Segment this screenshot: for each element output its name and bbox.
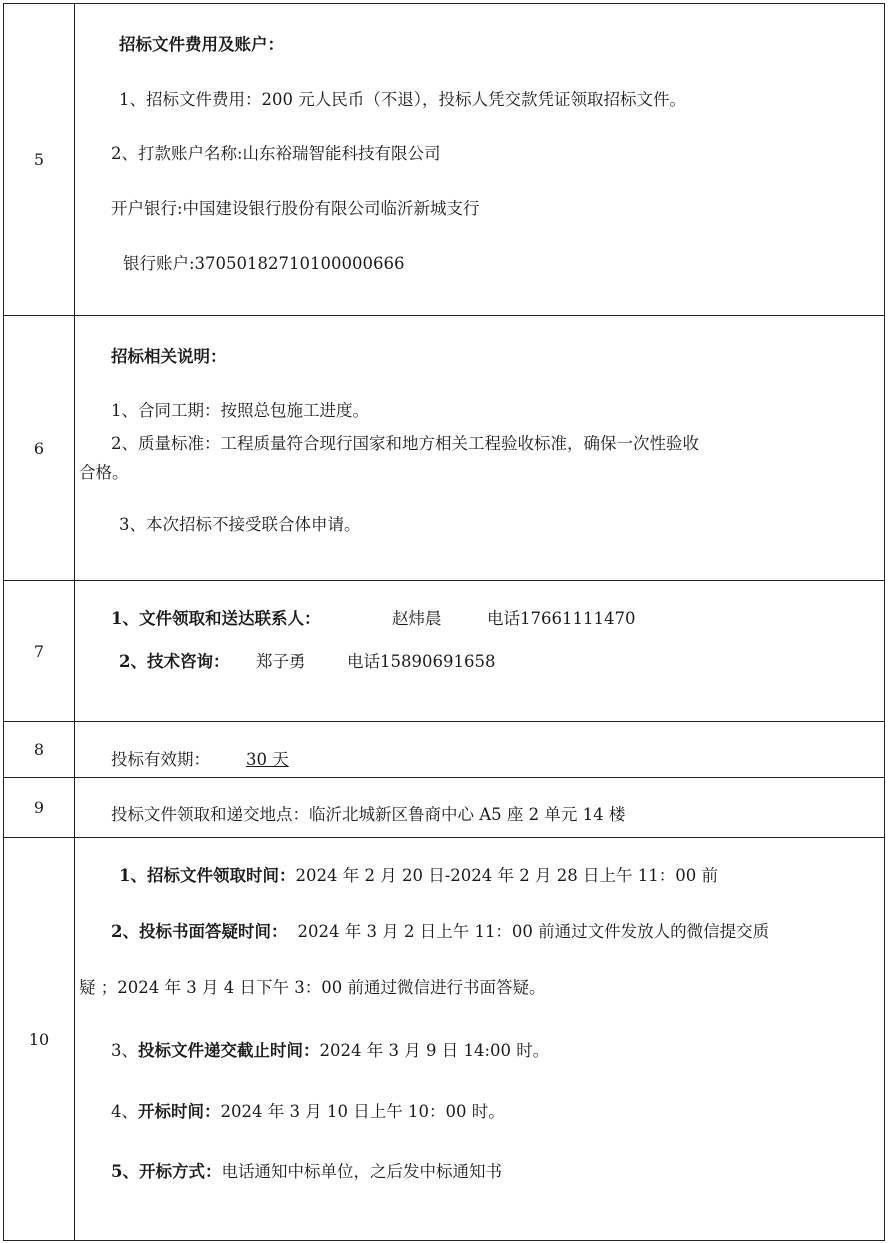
opening-time-label: 开标时间： — [138, 1102, 221, 1121]
row-number: 10 — [4, 838, 75, 1240]
table-row — [3, 837, 885, 1241]
account-number-line: 银行账户:37050182710100000666 — [123, 254, 405, 273]
row-number: 9 — [4, 778, 75, 837]
row-number: 5 — [4, 4, 75, 315]
tech-name: 郑子勇 — [256, 652, 306, 671]
section-title: 招标文件费用及账户： — [119, 35, 284, 54]
qa-time-line-cont: 疑 ；2024 年 3 月 4 日下午 3：00 前通过微信进行书面答疑。 — [79, 978, 546, 997]
fee-line: 1、招标文件费用：200 元人民币（不退），投标人凭交款凭证领取招标文件。 — [119, 90, 686, 109]
opening-time-line — [111, 1101, 505, 1123]
table-row — [3, 721, 885, 777]
row-content — [75, 4, 884, 315]
validity-value: 30 天 — [246, 750, 289, 769]
opening-time-value: 2024 年 3 月 10 日上午 10：00 时。 — [220, 1102, 505, 1121]
row-number: 6 — [4, 316, 75, 580]
pickup-time-label: 1、招标文件领取时间： — [119, 866, 296, 885]
table-row — [3, 315, 885, 580]
account-name-line: 2、打款账户名称:山东裕瑞智能科技有限公司 — [111, 144, 441, 163]
table-row — [3, 777, 885, 837]
row-content — [75, 722, 884, 777]
quality-line: 2、质量标准：工程质量符合现行国家和地方相关工程验收标准，确保一次性验收 — [111, 434, 699, 453]
opening-method-value: 电话通知中标单位，之后发中标通知书 — [221, 1162, 502, 1181]
qa-time-label: 2、投标书面答疑时间： — [111, 922, 288, 941]
contact-label: 1、文件领取和送达联系人： — [111, 609, 321, 628]
row-content — [75, 838, 884, 1240]
pickup-time-line — [119, 865, 718, 887]
qa-time-value: 2024 年 3 月 2 日上午 11：00 前通过文件发放人的微信提交质 — [297, 922, 770, 941]
deadline-line — [111, 1040, 549, 1062]
table-row — [3, 580, 885, 721]
contact-name: 赵炜晨 — [392, 609, 442, 628]
validity-label: 投标有效期： — [111, 750, 210, 769]
opening-method-line — [111, 1161, 502, 1183]
row-content — [75, 316, 884, 580]
pickup-time-value: 2024 年 2 月 20 日-2024 年 2 月 28 日上午 11：00 前 — [295, 866, 718, 885]
qa-time-line — [111, 921, 769, 943]
tech-phone: 电话15890691658 — [347, 652, 496, 671]
quality-line-cont: 合格。 — [79, 463, 129, 482]
consortium-line: 3、本次招标不接受联合体申请。 — [119, 515, 361, 534]
bank-line: 开户银行:中国建设银行股份有限公司临沂新城支行 — [111, 199, 480, 218]
row-number: 8 — [4, 722, 75, 777]
bidding-info-table — [3, 3, 887, 1241]
table-row — [3, 3, 885, 315]
row-number: 7 — [4, 581, 75, 721]
opening-time-prefix: 4、 — [111, 1102, 138, 1121]
duration-line: 1、合同工期：按照总包施工进度。 — [111, 401, 369, 420]
row-content — [75, 778, 884, 837]
opening-method-label: 5、开标方式： — [111, 1162, 222, 1181]
tech-label: 2、技术咨询： — [119, 652, 230, 671]
deadline-value: 2024 年 3 月 9 日 14:00 时。 — [319, 1041, 550, 1060]
deadline-prefix: 3、 — [111, 1041, 138, 1060]
contact-phone: 电话17661111470 — [487, 609, 636, 628]
location-line: 投标文件领取和递交地点：临沂北城新区鲁商中心 A5 座 2 单元 14 楼 — [111, 805, 626, 824]
deadline-label: 投标文件递交截止时间： — [138, 1041, 320, 1060]
section-title: 招标相关说明： — [111, 347, 227, 366]
row-content — [75, 581, 884, 721]
